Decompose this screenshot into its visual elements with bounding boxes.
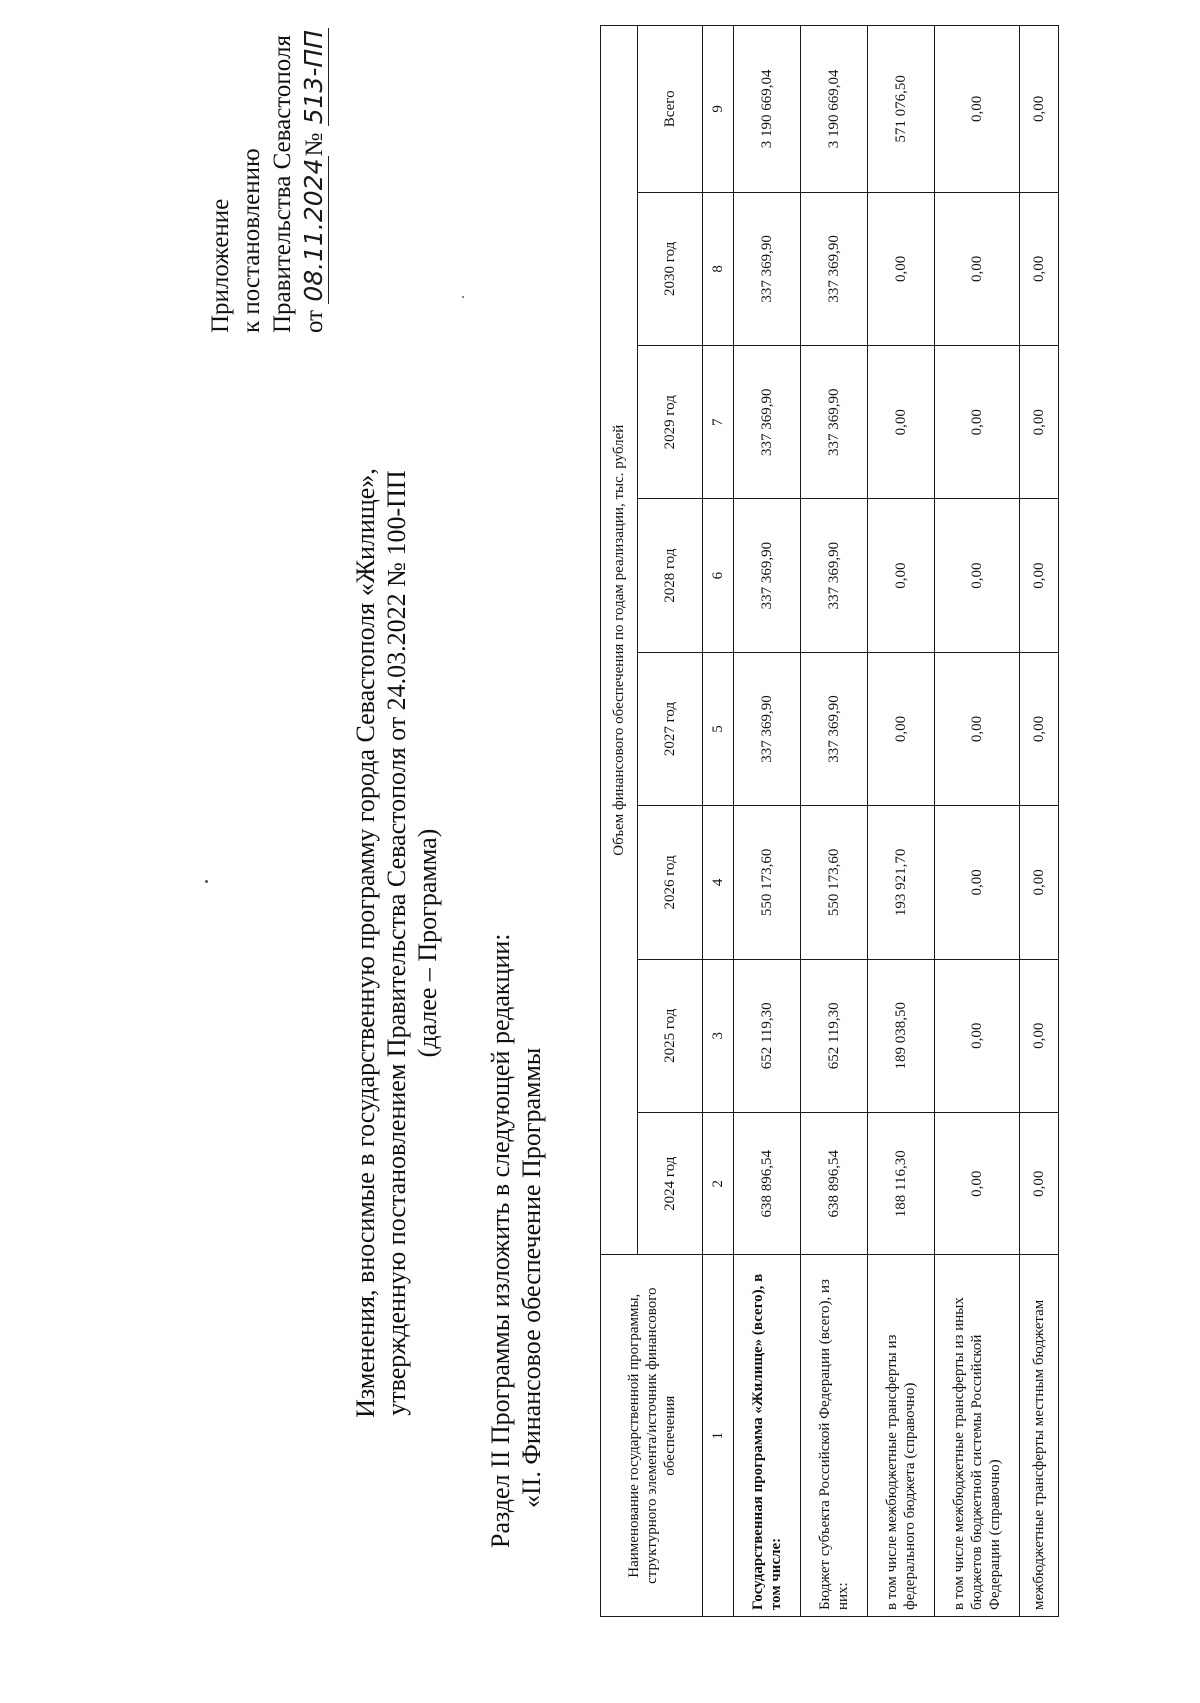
column-number: 7: [703, 346, 734, 499]
column-number: 8: [703, 192, 734, 345]
appendix-date-line: [298, 28, 330, 333]
total-header: Всего: [638, 26, 703, 193]
table-cell: 571 076,50: [868, 26, 935, 193]
table-cell: 0,00: [868, 346, 935, 499]
table-cell: 0,00: [1020, 499, 1059, 652]
table-cell: 652 119,30: [734, 959, 801, 1112]
table-cell: 337 369,90: [734, 192, 801, 345]
table-cell: 0,00: [1020, 192, 1059, 345]
year-header: 2030 год: [638, 192, 703, 345]
table-cell: 337 369,90: [801, 192, 868, 345]
table-cell: 0,00: [868, 652, 935, 805]
column-number: 4: [703, 806, 734, 959]
column-number: 6: [703, 499, 734, 652]
table-cell: 193 921,70: [868, 806, 935, 959]
table-cell: 0,00: [1020, 346, 1059, 499]
table-cell: 337 369,90: [801, 499, 868, 652]
table-row-federal-transfers: [868, 26, 935, 1617]
column-number: 9: [703, 26, 734, 193]
table-cell: 0,00: [935, 652, 1020, 805]
table-cell: 0,00: [935, 26, 1020, 193]
table-cell: 337 369,90: [801, 652, 868, 805]
table-cell: 0,00: [1020, 1112, 1059, 1254]
table-cell: 0,00: [935, 806, 1020, 959]
name-column-header: Наименование государственной программы, структурного элемента/источник финансового обеспечения: [601, 1255, 703, 1617]
column-number-row: [703, 26, 734, 1617]
table-cell: 0,00: [1020, 959, 1059, 1112]
number-prefix: №: [301, 132, 328, 157]
table-cell: 337 369,90: [734, 652, 801, 805]
table-cell: 337 369,90: [734, 499, 801, 652]
handwritten-number: 513-ПП: [299, 30, 328, 125]
table-cell: 337 369,90: [801, 346, 868, 499]
table-cell: 189 038,50: [868, 959, 935, 1112]
table-cell: 550 173,60: [734, 806, 801, 959]
table-row-regional-budget: [801, 26, 868, 1617]
appendix-block: [205, 28, 330, 333]
column-number: 2: [703, 1112, 734, 1254]
table-cell: 3 190 669,04: [734, 26, 801, 193]
year-header: 2027 год: [638, 652, 703, 805]
table-cell: 0,00: [1020, 26, 1059, 193]
table-cell: 337 369,90: [734, 346, 801, 499]
row-name: в том числе межбюджетные трансферты из федерального бюджета (справочно): [868, 1255, 935, 1617]
row-name: межбюджетные трансферты местным бюджетам: [1020, 1255, 1059, 1617]
row-name: в том числе межбюджетные трансферты из иных бюджетов бюджетной системы Российской Федерации (справочно): [935, 1255, 1020, 1617]
title-line-2: утвержденную постановлением Правительства Севастополя от 24.03.2022 № 100-ПП: [382, 470, 411, 1416]
row-name: Государственная программа «Жилище» (всего), в том числе:: [734, 1255, 801, 1617]
table-cell: 3 190 669,04: [801, 26, 868, 193]
table-cell: 0,00: [935, 499, 1020, 652]
table-cell: 0,00: [935, 959, 1020, 1112]
date-prefix: от: [301, 309, 328, 333]
handwritten-date: 08.11.2024: [299, 158, 328, 302]
appendix-line-2: к постановлению: [238, 148, 265, 333]
column-number: 1: [703, 1255, 734, 1617]
year-header: 2024 год: [638, 1112, 703, 1254]
table-cell: 652 119,30: [801, 959, 868, 1112]
title-line-1: Изменения, вносимые в государственную программу города Севастополя «Жилище»,: [351, 468, 380, 1418]
document-title: [350, 293, 443, 1593]
column-number: 3: [703, 959, 734, 1112]
title-line-3: (далее – Программа): [413, 828, 442, 1058]
scan-speck: [205, 880, 208, 883]
appendix-line-1: Приложение: [207, 198, 234, 333]
table-cell: 638 896,54: [734, 1112, 801, 1254]
year-header: 2025 год: [638, 959, 703, 1112]
table-header-row-1: [601, 26, 638, 1617]
table-row-other-transfers: [935, 26, 1020, 1617]
year-header: 2029 год: [638, 346, 703, 499]
table-cell: 0,00: [868, 192, 935, 345]
volume-header: Объем финансового обеспечения по годам реализации, тыс. рублей: [601, 26, 638, 1255]
table-row-local-transfers: [1020, 26, 1059, 1617]
section-heading: [485, 928, 547, 1548]
table-row-program-total: [734, 26, 801, 1617]
scan-speck: [462, 296, 464, 298]
table-cell: 638 896,54: [801, 1112, 868, 1254]
column-number: 5: [703, 652, 734, 805]
row-name: Бюджет субъекта Российской Федерации (всего), из них:: [801, 1255, 868, 1617]
table-cell: 0,00: [935, 1112, 1020, 1254]
year-header: 2028 год: [638, 499, 703, 652]
table-cell: 0,00: [935, 346, 1020, 499]
table-cell: 0,00: [868, 499, 935, 652]
financing-table: [600, 25, 1059, 1617]
table-cell: 188 116,30: [868, 1112, 935, 1254]
year-header: 2026 год: [638, 806, 703, 959]
table-cell: 0,00: [1020, 652, 1059, 805]
section-line-1: Раздел II Программы изложить в следующей редакции:: [486, 933, 515, 1548]
appendix-line-3: Правительства Севастополя: [269, 35, 296, 333]
table-cell: 0,00: [935, 192, 1020, 345]
table-cell: 550 173,60: [801, 806, 868, 959]
section-line-2: «II. Финансовое обеспечение Программы: [517, 1047, 546, 1508]
table-cell: 0,00: [1020, 806, 1059, 959]
